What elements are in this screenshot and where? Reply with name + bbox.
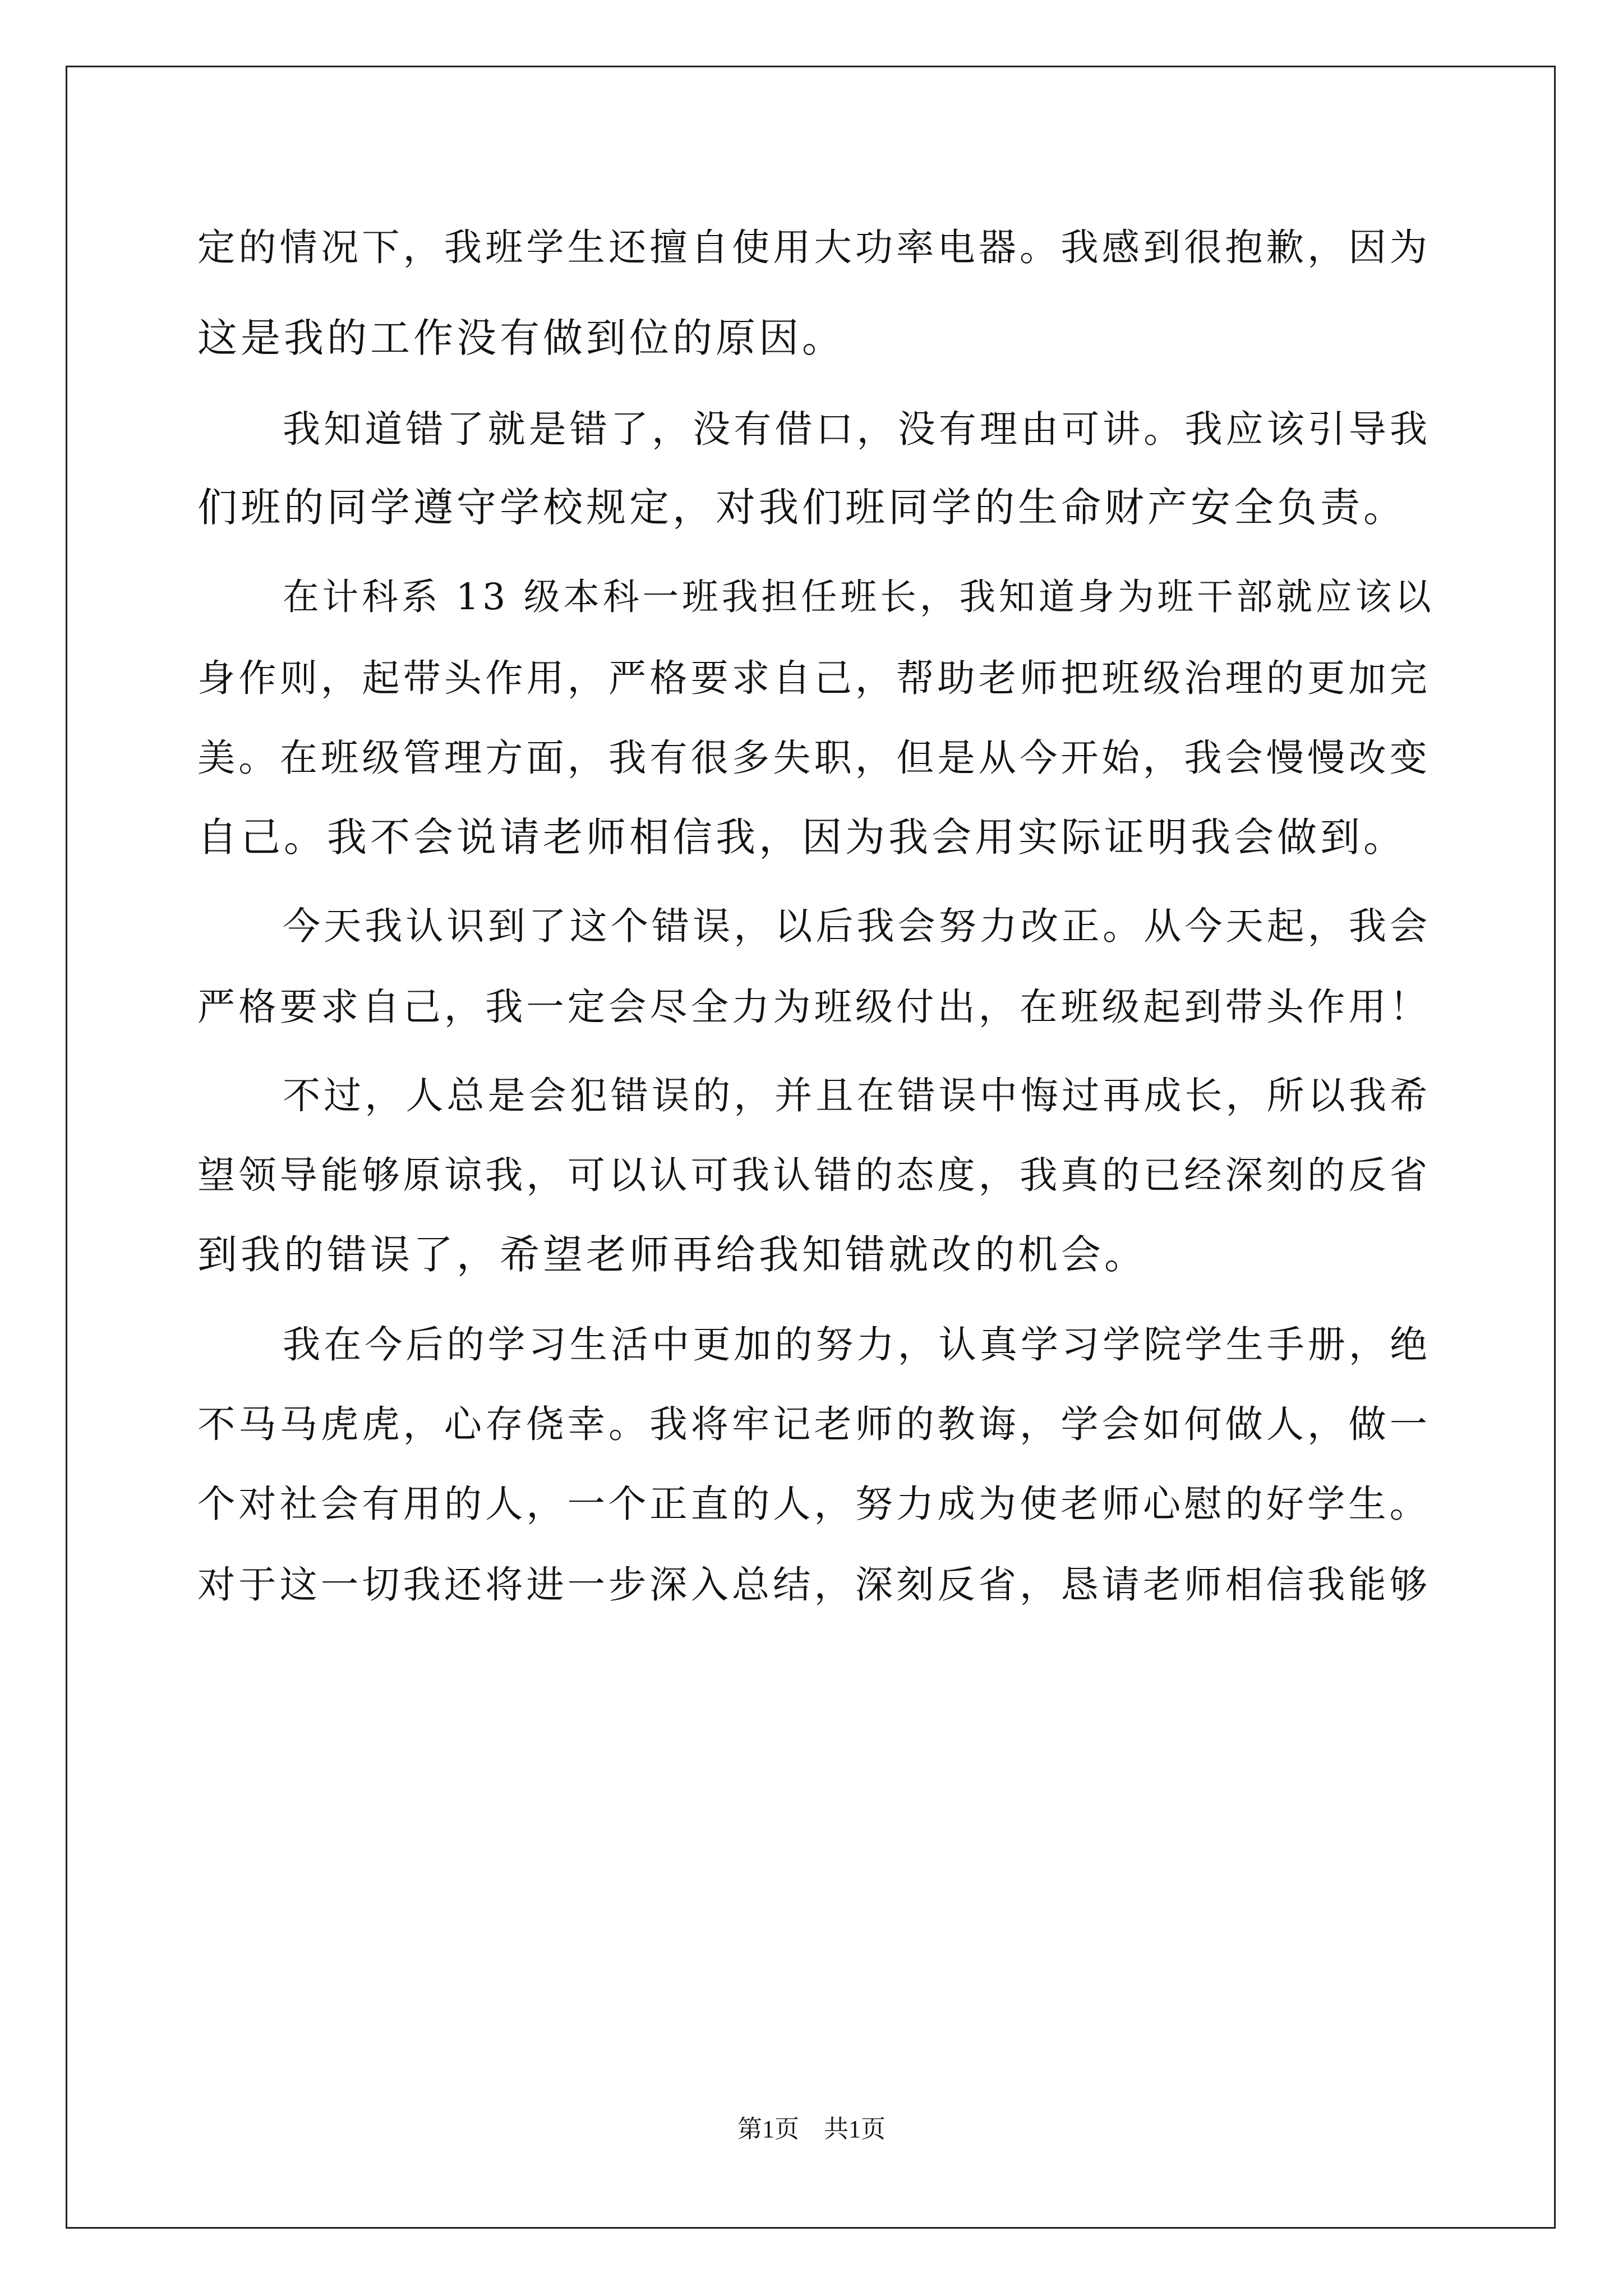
text-line: 今天我认识到了这个错误，以后我会努力改正。从今天起，我会 [283,904,1431,948]
text-line: 我在今后的学习生活中更加的努力，认真学习学院学生手册，绝 [283,1323,1431,1366]
text-line: 自己。我不会说请老师相信我，因为我会用实际证明我会做到。 [197,814,1407,861]
text-line: 我知道错了就是错了，没有借口，没有理由可讲。我应该引导我 [283,407,1431,451]
text-line: 这是我的工作没有做到位的原因。 [197,315,846,361]
text-line: 个对社会有用的人，一个正直的人，努力成为使老师心慰的好学生。 [197,1482,1431,1526]
text-line: 对于这一切我还将进一步深入总结，深刻反省，恳请老师相信我能够 [197,1563,1431,1607]
text-line: 定的情况下，我班学生还擅自使用大功率电器。我感到很抱歉，因为 [197,226,1431,269]
text-line: 严格要求自己，我一定会尽全力为班级付出，在班级起到带头作用！ [197,985,1431,1029]
page-footer: 第1页 共1页 [737,2115,886,2143]
text-line: 不过，人总是会犯错误的，并且在错误中悔过再成长，所以我希 [283,1074,1431,1117]
text-line: 美。在班级管理方面，我有很多失职，但是从今开始，我会慢慢改变 [197,736,1431,780]
page-border [66,66,1556,2229]
text-line: 在计科系 13 级本科一班我担任班长，我知道身为班干部就应该以 [283,576,1435,618]
text-line: 们班的同学遵守学校规定，对我们班同学的生命财产安全负责。 [197,484,1407,531]
text-line: 身作则，起带头作用，严格要求自己，帮助老师把班级治理的更加完 [197,656,1431,700]
text-line: 到我的错误了，希望老师再给我知错就改的机会。 [197,1231,1148,1278]
text-line: 望领导能够原谅我，可以认可我认错的态度，我真的已经深刻的反省 [197,1153,1431,1197]
text-line: 不马马虎虎，心存侥幸。我将牢记老师的教诲，学会如何做人，做一 [197,1402,1431,1446]
